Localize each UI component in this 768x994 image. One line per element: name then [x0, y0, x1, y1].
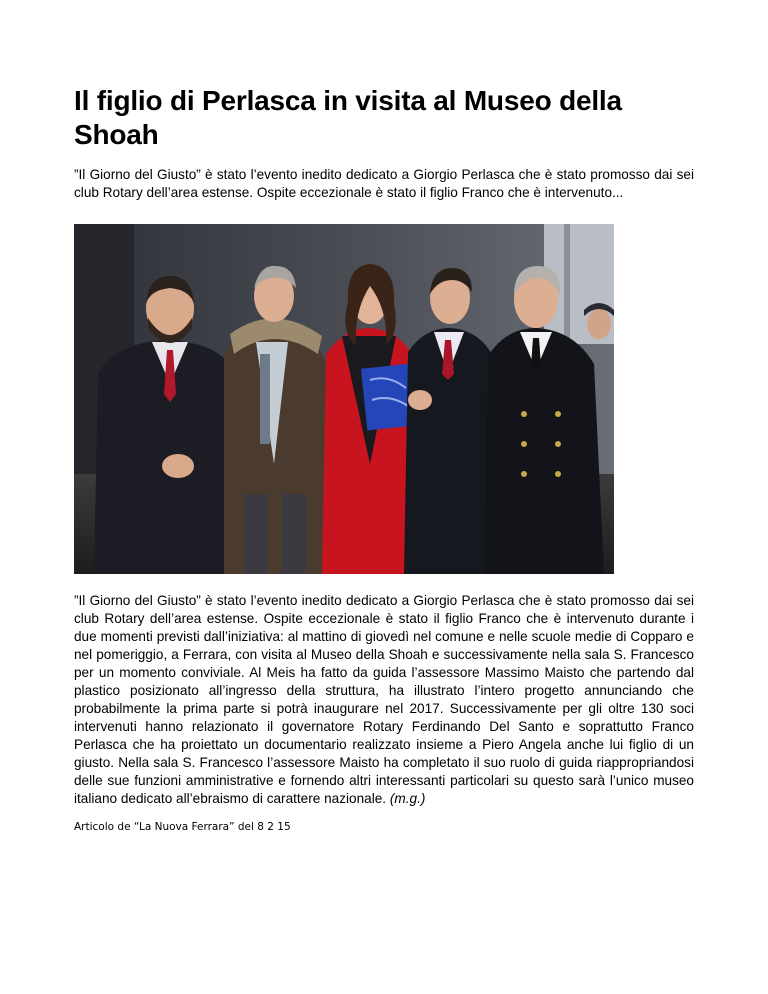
article-title: Il figlio di Perlasca in visita al Museo della Shoah: [74, 85, 622, 150]
photo-illustration: [74, 224, 614, 574]
article-signature: (m.g.): [389, 791, 426, 806]
article-source: Articolo de “La Nuova Ferrara” del 8 2 15: [74, 821, 291, 833]
article-body: [74, 592, 694, 808]
group-photo: [74, 224, 614, 574]
article-body-text: ”Il Giorno del Giusto” è stato l’evento inedito dedicato a Giorgio Perlasca che è stato promosso dai sei club Rotary dell’area estense. Ospite eccezionale è stato il figlio Franco che è intervenuto durante i due momenti previsti dall’iniziativa: al mattino di giovedì nel comune e nelle scuole medie di Copparo e nel pomeriggio, a Ferrara, con visita al Museo della Shoah e successivamente nella sala S. Francesco per un momento conviviale. Al Meis ha fatto da guida l’assessore Massimo Maisto che partendo dal plastico posizionato all’ingresso della struttura, ha illustrato l’intero progetto annunciando che probabilmente la prima parte si potrà inaugurare nel 2017. Successivamente per gli oltre 130 soci intervenuti hanno relazionato il governatore Rotary Ferdinando Del Santo e soprattutto Franco Perlasca che ha proiettato un documentario realizzato insieme a Piero Angela anche lui figlio di un giusto. Nella sala S. Francesco l’assessore Maisto ha completato il suo ruolo di guida riappropriandosi delle sue funzioni amministrative e fornendo altri interessanti particolari su questo sarà l’unico museo italiano dedicato all’ebraismo di carattere nazionale.: [74, 593, 694, 806]
article: [74, 84, 694, 834]
article-lead: ”Il Giorno del Giusto” è stato l’evento inedito dedicato a Giorgio Perlasca che è stato promosso dai sei club Rotary dell’area estense. Ospite eccezionale è stato il figlio Franco che è intervenuto...: [74, 167, 694, 200]
